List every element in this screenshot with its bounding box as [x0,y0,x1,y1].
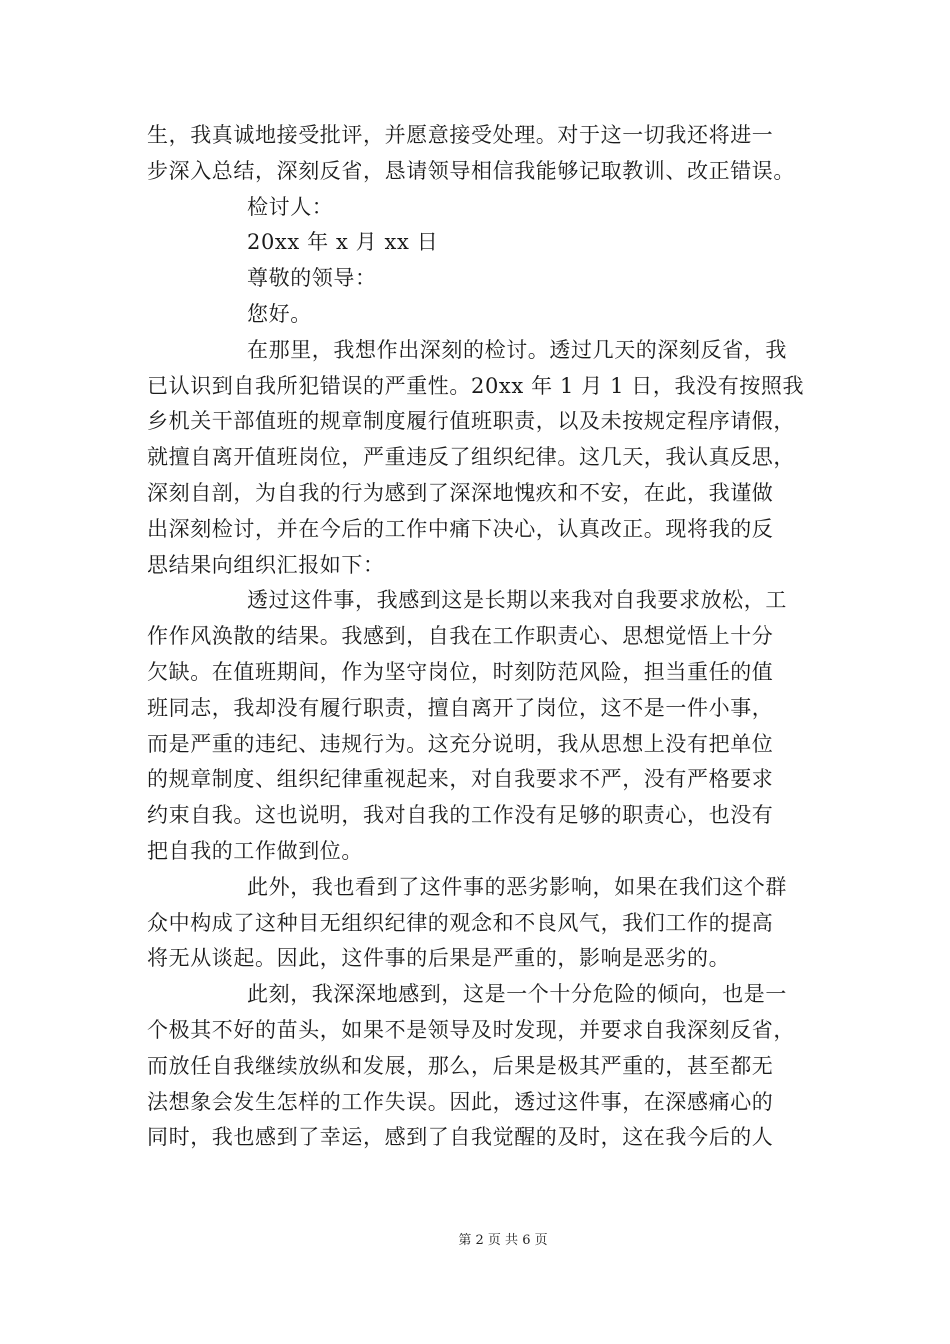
text-line: 已认识到自我所犯错误的严重性。20xx 年 1 月 1 日，我没有按照我 [147,373,805,398]
text-line: 个极其不好的苗头，如果不是领导及时发现，并要求自我深刻反省， [147,1017,795,1042]
text-line: 20xx 年 x 月 xx 日 [247,230,439,255]
text-line: 思结果向组织汇报如下： [147,552,385,577]
text-line: 尊敬的领导： [247,266,377,291]
text-line: 出深刻检讨，并在今后的工作中痛下决心，认真改正。现将我的反 [147,516,774,541]
text-line: 步深入总结，深刻反省，恳请领导相信我能够记取教训、改正错误。 [147,158,795,183]
text-line: 深刻自剖，为自我的行为感到了深深地愧疚和不安，在此，我谨做 [147,480,774,505]
text-line: 的规章制度、组织纪律重视起来，对自我要求不严，没有严格要求 [147,767,774,792]
text-line: 生，我真诚地接受批评，并愿意接受处理。对于这一切我还将进一 [147,123,774,147]
text-line: 欠缺。在值班期间，作为坚守岗位，时刻防范风险，担当重任的值 [147,659,774,684]
page-number-label: 第 2 页 共 6 页 [458,1233,548,1248]
page-footer [0,1229,950,1248]
text-line: 法想象会发生怎样的工作失误。因此，透过这件事，在深感痛心的 [147,1089,774,1114]
text-line: 检讨人： [247,194,334,219]
document-body [147,118,807,1156]
text-line: 众中构成了这种目无组织纪律的观念和不良风气，我们工作的提高 [147,910,774,935]
text-line: 而放任自我继续放纵和发展，那么，后果是极其严重的，甚至都无 [147,1053,774,1078]
text-line: 乡机关干部值班的规章制度履行值班职责，以及未按规定程序请假， [147,409,795,434]
text-line: 在那里，我想作出深刻的检讨。透过几天的深刻反省，我 [247,337,787,362]
text-line: 把自我的工作做到位。 [147,838,363,863]
text-line: 约束自我。这也说明，我对自我的工作没有足够的职责心，也没有 [147,803,774,828]
text-line: 班同志，我却没有履行职责，擅自离开了岗位，这不是一件小事， [147,695,774,720]
text-line: 同时，我也感到了幸运，感到了自我觉醒的及时，这在我今后的人 [147,1125,774,1150]
text-line: 此刻，我深深地感到，这是一个十分危险的倾向，也是一 [247,982,787,1007]
text-line: 将无从谈起。因此，这件事的后果是严重的，影响是恶劣的。 [147,946,731,971]
text-line: 而是严重的违纪、违规行为。这充分说明，我从思想上没有把单位 [147,731,774,756]
text-line: 您好。 [247,301,312,326]
text-line: 透过这件事，我感到这是长期以来我对自我要求放松，工 [247,588,787,613]
text-line: 作作风涣散的结果。我感到，自我在工作职责心、思想觉悟上十分 [147,624,774,649]
text-line: 此外，我也看到了这件事的恶劣影响，如果在我们这个群 [247,874,787,899]
text-line: 就擅自离开值班岗位，严重违反了组织纪律。这几天，我认真反思， [147,445,795,470]
